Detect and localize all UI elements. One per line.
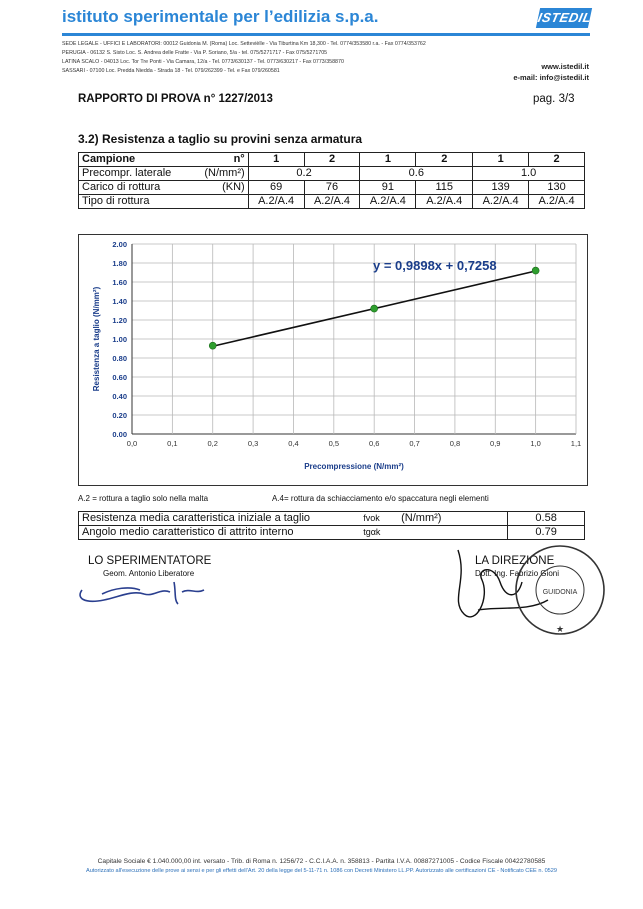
row-label: Precompr. laterale xyxy=(82,167,172,179)
shear-strength-chart xyxy=(78,234,588,486)
table-cell: 2 xyxy=(529,153,585,167)
table-cell: Resistenza media caratteristica iniziale a taglio xyxy=(79,512,361,526)
y-tick-label: 0.60 xyxy=(112,373,127,382)
row-header-campione xyxy=(79,153,249,167)
x-tick-label: 0,9 xyxy=(490,439,501,448)
table-cell: Angolo medio caratteristico di attrito interno xyxy=(79,526,361,540)
row-header-tipo xyxy=(79,195,249,209)
company-name: istituto sperimentale per l’edilizia s.p.a. xyxy=(62,7,379,26)
table-cell: 76 xyxy=(304,181,360,195)
y-tick-label: 0.40 xyxy=(112,392,127,401)
y-tick-label: 1.00 xyxy=(112,335,127,344)
svg-text:GUIDONIA: GUIDONIA xyxy=(542,589,578,596)
x-tick-label: 0,0 xyxy=(126,439,138,448)
website[interactable]: www.istedil.it xyxy=(541,62,589,71)
table-row xyxy=(79,195,585,209)
x-tick-label: 0,5 xyxy=(328,439,340,448)
footer-authorization: Autorizzato all'esecuzione delle prove ai sensi e per gli effetti dell'Art. 20 della legge del 5-11-71 n. 1086 con Decreti Ministero LL.PP. Autorizzato alle certificazioni CE - Notificato CEE n. 0529 xyxy=(85,868,558,874)
table-cell: 1 xyxy=(248,153,304,167)
address-line-2: PERUGIA - 06132 S. Sisto Loc. S. Andrea delle Fratte - Via P. Soriano, 5/a - tel. 075/5271717 - Fax 075/5271705 xyxy=(62,50,328,56)
address-line-4: SASSARI - 07100 Loc. Predda Niedda - Strada 18 - Tel. 079/262399 - Tel. e Fax 079/260581 xyxy=(62,68,280,74)
table-cell: A.2/A.4 xyxy=(360,195,416,209)
page-number: pag. 3/3 xyxy=(533,93,575,105)
x-axis-label: Precompressione (N/mm²) xyxy=(304,462,404,471)
table-cell: 115 xyxy=(416,181,473,195)
table-cell: 0.6 xyxy=(360,167,473,181)
table-cell: 2 xyxy=(416,153,473,167)
legend-note-a4: A.4= rottura da schiacciamento e/o spaccatura negli elementi xyxy=(272,494,489,503)
chart-svg xyxy=(79,235,587,485)
sperimentatore-title: LO SPERIMENTATORE xyxy=(88,555,212,567)
table-cell: 69 xyxy=(248,181,304,195)
table-cell: A.2/A.4 xyxy=(529,195,585,209)
x-tick-label: 0,1 xyxy=(167,439,178,448)
row-label: Campione xyxy=(82,153,136,165)
table-cell: 1 xyxy=(473,153,529,167)
row-label: Carico di rottura xyxy=(82,181,161,193)
row-label: Tipo di rottura xyxy=(82,195,150,207)
value-cell: 0.58 xyxy=(508,512,585,526)
table-cell: A.2/A.4 xyxy=(304,195,360,209)
row-unit: n° xyxy=(233,153,245,165)
table-cell: A.2/A.4 xyxy=(248,195,304,209)
table-cell: A.2/A.4 xyxy=(416,195,473,209)
footer-legal: Capitale Sociale € 1.040.000,00 int. versato - Trib. di Roma n. 1256/72 - C.C.I.A.A. n. 358813 - Partita I.V.A. 00887271005 - Codice Fiscale 00422780585 xyxy=(97,858,546,865)
table-row xyxy=(79,153,585,167)
y-tick-label: 0.80 xyxy=(112,354,127,363)
section-title: 3.2) Resistenza a taglio su provini senza armatura xyxy=(78,132,363,146)
table-cell: 0.2 xyxy=(248,167,360,181)
direzione-name: Dott. Ing. Fabrizio Gioni xyxy=(475,569,560,578)
sperimentatore-name: Geom. Antonio Liberatore xyxy=(103,569,195,578)
x-tick-label: 0,8 xyxy=(449,439,461,448)
row-unit: (KN) xyxy=(222,181,245,193)
characteristic-values-table xyxy=(78,511,585,540)
y-tick-label: 1.40 xyxy=(112,297,127,306)
legend-note-a2: A.2 = rottura a taglio solo nella malta xyxy=(78,494,209,503)
table-cell: 139 xyxy=(473,181,529,195)
unit-cell: (N/mm²) xyxy=(398,512,508,526)
y-tick-label: 0.00 xyxy=(112,430,127,439)
table-row xyxy=(79,526,585,540)
x-tick-label: 1,0 xyxy=(530,439,541,448)
y-axis-label: Resistenza a taglio (N/mm²) xyxy=(92,286,101,392)
y-tick-label: 1.20 xyxy=(112,316,127,325)
address-line-3: LATINA SCALO - 04013 Loc. Tor Tre Ponti - Via Camara, 12/a - Tel. 0773/630137 - Tel. 0773/630217 - Fax 0773/358870 xyxy=(62,59,344,65)
chart-grid xyxy=(132,244,576,434)
table-cell: A.2/A.4 xyxy=(473,195,529,209)
x-tick-label: 0,2 xyxy=(207,439,218,448)
x-tick-label: 0,6 xyxy=(368,439,380,448)
email[interactable]: e-mail: info@istedil.it xyxy=(513,73,589,82)
x-tick-label: 0,7 xyxy=(409,439,420,448)
data-point xyxy=(532,267,539,274)
table-cell: 130 xyxy=(529,181,585,195)
y-tick-label: 1.60 xyxy=(112,278,127,287)
value-cell: 0.79 xyxy=(508,526,585,540)
sperimentatore-signature xyxy=(74,576,224,608)
table-cell: 1.0 xyxy=(473,167,585,181)
header-rule xyxy=(62,33,590,36)
data-point xyxy=(209,342,216,349)
data-point xyxy=(371,305,378,312)
svg-text:★: ★ xyxy=(555,624,565,634)
unit-cell xyxy=(398,526,508,540)
symbol-cell: fvok xyxy=(360,512,398,526)
row-header-precompr xyxy=(79,167,249,181)
x-tick-labels xyxy=(127,439,581,448)
direzione-signature-and-stamp xyxy=(438,540,608,642)
direzione-title: LA DIREZIONE xyxy=(475,555,555,567)
y-tick-label: 1.80 xyxy=(112,259,127,268)
x-tick-label: 0,4 xyxy=(288,439,299,448)
address-line-1: SEDE LEGALE - UFFICI E LABORATORI: 00012 Guidonia M. (Roma) Loc. Settevièlle - Via Tiburtina Km 18,300 - Tel. 0774/353580 r.a. - Fax 0774/353762 xyxy=(62,41,426,47)
report-title: RAPPORTO DI PROVA n° 1227/2013 xyxy=(78,93,273,105)
table-row xyxy=(79,181,585,195)
y-tick-labels xyxy=(112,240,127,439)
x-tick-label: 1,1 xyxy=(570,439,582,448)
x-tick-label: 0,3 xyxy=(247,439,259,448)
test-results-table xyxy=(78,152,585,209)
table-cell: 2 xyxy=(304,153,360,167)
istedil-logo: ISTEDIL xyxy=(536,8,592,28)
table-row xyxy=(79,167,585,181)
row-unit: (N/mm²) xyxy=(204,167,245,179)
y-tick-label: 0.20 xyxy=(112,411,127,420)
table-cell: 91 xyxy=(360,181,416,195)
trendline-equation: y = 0,9898x + 0,7258 xyxy=(373,258,497,273)
row-header-carico xyxy=(79,181,249,195)
table-row xyxy=(79,512,585,526)
symbol-cell: tgαk xyxy=(360,526,398,540)
y-tick-label: 2.00 xyxy=(112,240,127,249)
table-cell: 1 xyxy=(360,153,416,167)
